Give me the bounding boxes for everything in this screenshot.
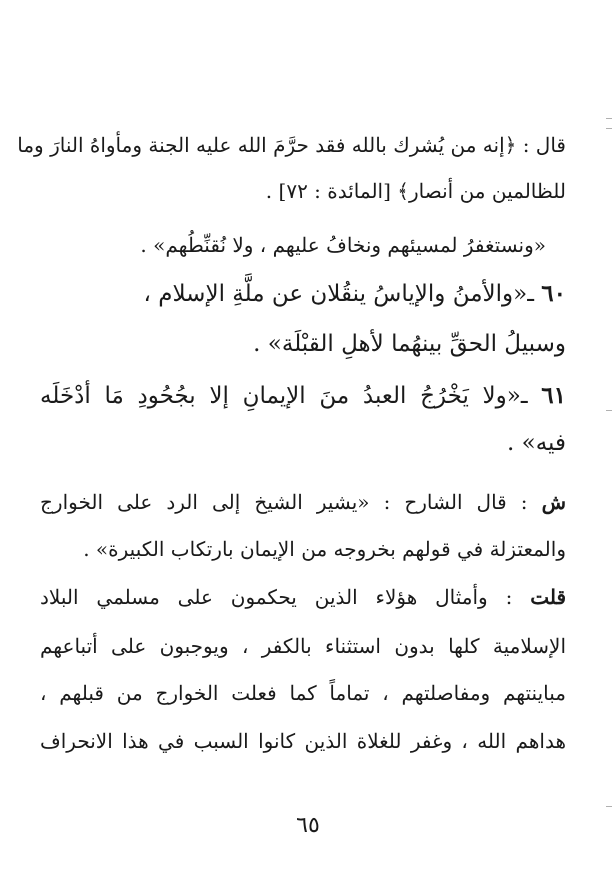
- text-line-7: فيه» .: [507, 430, 566, 456]
- page-number: ٦٥: [296, 813, 320, 838]
- author-note-text: : وأمثال هؤلاء الذين يحكمون على مسلمي البلاد: [40, 585, 513, 609]
- edge-mark: [606, 410, 612, 411]
- edge-mark: [606, 118, 612, 119]
- text-line-12: مباينتهم ومفاصلتهم ، تماماً كما فعلت الخوارج من قبلهم ،: [40, 681, 566, 705]
- text-line-2: للظالمين من أنصار﴾ [المائدة : ٧٢] .: [265, 179, 566, 203]
- text-line-3: «ونستغفرُ لمسيئهم ونخافُ عليهم ، ولا نُقنِّطُهم» .: [140, 233, 546, 257]
- commentary-text: : قال الشارح : «يشير الشيخ إلى الرد على الخوارج: [40, 490, 528, 514]
- item-number-60: ٦٠: [541, 280, 566, 307]
- commentary-label: ش: [541, 490, 566, 514]
- text-line-4: [143, 278, 566, 310]
- text-line-11: الإسلامية كلها بدون استثناء بالكفر ، ويوجبون على أتباعهم: [40, 634, 566, 658]
- item-60-text: ـ«والأمنُ والإياسُ ينقُلان عن ملَّةِ الإسلام ،: [143, 281, 534, 307]
- author-note-label: قلت: [530, 585, 567, 609]
- text-line-8: [40, 488, 566, 516]
- text-line-6: [40, 380, 566, 412]
- text-line-5: وسبيلُ الحقِّ بينهُما لأهلِ القبْلَة» .: [253, 331, 566, 357]
- item-number-61: ٦١: [541, 382, 566, 409]
- text-line-9: والمعتزلة في قولهم بخروجه من الإيمان بارتكاب الكبيرة» .: [83, 537, 566, 561]
- text-line-10: [40, 583, 566, 611]
- item-61-text: ـ«ولا يَخْرُجُ العبدُ منَ الإيمانِ إلا بجُحُودِ مَا أدْخَلَه: [40, 383, 528, 409]
- edge-mark: [606, 128, 612, 129]
- text-line-1: قال : ﴿إنه من يُشرك بالله فقد حرَّمَ الله عليه الجنة ومأواهُ النارَ وما: [17, 133, 566, 157]
- edge-mark: [606, 806, 612, 807]
- text-line-13: هداهم الله ، وغفر للغلاة الذين كانوا السبب في هذا الانحراف: [40, 729, 566, 753]
